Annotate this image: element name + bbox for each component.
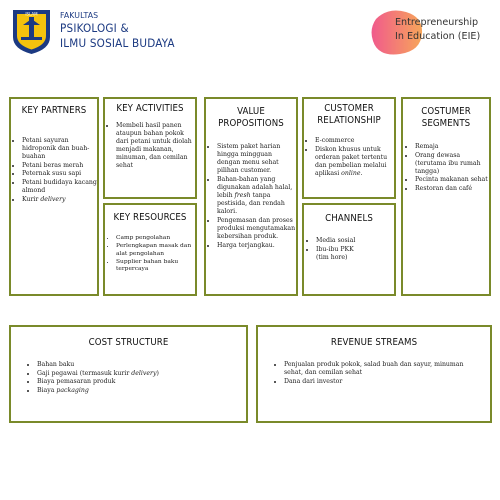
list-item: • Pengemasan dan proses produksi mengutamakan kebersihan produk.: [217, 217, 296, 241]
key-activities-title: KEY ACTIVITIES: [116, 103, 184, 114]
list-item: • Bahan baku: [37, 361, 246, 369]
key-resources-title: KEY RESOURCES: [113, 212, 187, 223]
list-item: • Dana dari investor: [284, 378, 474, 386]
list-item: [22, 196, 97, 204]
cost-structure-list: [11, 361, 246, 395]
key-partners-title: KEY PARTNERS: [21, 105, 87, 116]
faculty-name-line2: ILMU SOSIAL BUDAYA: [60, 36, 175, 50]
key-partners-box: [9, 97, 99, 296]
list-item: • Restoran dan café: [415, 185, 489, 193]
value-propositions-title-line1: VALUE: [237, 106, 265, 117]
eie-title-line2: In Education (EIE): [395, 31, 481, 42]
key-activities-list: [105, 122, 195, 171]
key-partners-list: [11, 137, 97, 204]
item-text: Gaji pegawai (termasuk kurir: [37, 369, 132, 377]
list-item: • Harga terjangkau.: [217, 242, 296, 250]
faculty-name-line1: PSIKOLOGI &: [60, 21, 129, 35]
cost-structure-box: [9, 325, 248, 423]
value-propositions-list: [206, 143, 296, 250]
customer-segments-title-line1: COSTUMER: [421, 106, 471, 117]
item-emphasis: packaging: [56, 386, 89, 394]
list-item: • Sistem paket harian hingga mingguan dengan menu sehat pilihan customer.: [217, 143, 296, 175]
item-text: Biaya: [37, 386, 57, 394]
list-item: • Petani sayuran hidroponik dan buah-buahan: [22, 137, 97, 161]
key-resources-box: [103, 203, 197, 296]
list-item: • Supplier bahan baku terpercaya: [116, 259, 195, 274]
key-activities-box: [103, 97, 197, 199]
list-item: • Perlengkapan masak dan alat pengolahan: [116, 243, 195, 258]
key-resources-list: [105, 235, 195, 274]
customer-relationship-box: [302, 97, 396, 199]
list-item: • Peternak susu sapi: [22, 170, 97, 178]
customer-relationship-title-line2: RELATIONSHIP: [317, 115, 381, 126]
value-propositions-title-line2: PROPOSITIONS: [218, 118, 284, 129]
channels-list: [304, 237, 394, 262]
list-item: • Media sosial: [316, 237, 394, 245]
list-item: • Biaya pemasaran produk: [37, 378, 246, 386]
cost-structure-title: COST STRUCTURE: [88, 337, 169, 348]
list-item: • Remaja: [415, 143, 489, 151]
list-item: [315, 146, 394, 178]
list-item: • E-commerce: [315, 137, 394, 145]
list-item: [37, 370, 246, 378]
list-item: [316, 246, 394, 262]
eie-title-line1: Entrepreneurship: [395, 17, 479, 28]
list-item: • Camp pengolahan: [116, 235, 195, 243]
university-emblem-icon: [9, 7, 54, 56]
item-text-tail: .: [360, 169, 363, 177]
item-text: Ibu-ibu PKK: [316, 245, 354, 253]
value-propositions-box: [204, 97, 298, 296]
list-item: • Orang dewasa (terutama ibu rumah tangga): [415, 152, 489, 176]
item-text: Diskon khusus untuk orderan paket tertentu dan pembelian melalui aplikasi: [315, 145, 388, 177]
customer-relationship-title-line1: CUSTOMER: [324, 103, 374, 114]
emblem-text: ISLAM: [25, 11, 38, 17]
item-emphasis: fresh: [234, 192, 251, 200]
channels-box: [302, 203, 396, 296]
item-emphasis: online: [341, 169, 361, 177]
item-text: Bahan-bahan yang digunakan adalah halal, lebih: [217, 175, 293, 200]
list-item: • Petani budidaya kacang almond: [22, 179, 97, 195]
item-text-tail: tanpa pestisida, dan rendah kalori.: [217, 192, 285, 216]
item-subtext: (tim hore): [316, 253, 348, 261]
revenue-streams-title: REVENUE STREAMS: [330, 337, 418, 348]
revenue-streams-box: [256, 325, 492, 423]
revenue-streams-list: [258, 361, 490, 386]
item-text-tail: ): [156, 369, 159, 377]
item-emphasis: delivery: [40, 195, 66, 203]
list-item: • Pecinta makanan sehat: [415, 176, 489, 184]
customer-segments-list: [403, 143, 489, 193]
customer-segments-title-line2: SEGMENTS: [421, 118, 471, 129]
list-item: • Petani beras merah: [22, 162, 97, 170]
customer-segments-box: [401, 97, 491, 296]
list-item: [217, 176, 296, 216]
list-item: [37, 387, 246, 395]
list-item: • Membeli hasil panen ataupun bahan pokok dari petani untuk diolah menjadi makanan, minuman, dan cemilan sehat: [116, 122, 195, 171]
item-text: Kurir: [22, 195, 41, 203]
list-item: • Penjualan produk pokok, salad buah dan sayur, minuman sehat, dan cemilan sehat: [284, 361, 474, 377]
channels-title: CHANNELS: [325, 213, 373, 224]
item-emphasis: delivery: [131, 369, 157, 377]
faculty-label: FAKULTAS: [60, 11, 99, 20]
customer-relationship-list: [304, 137, 394, 178]
